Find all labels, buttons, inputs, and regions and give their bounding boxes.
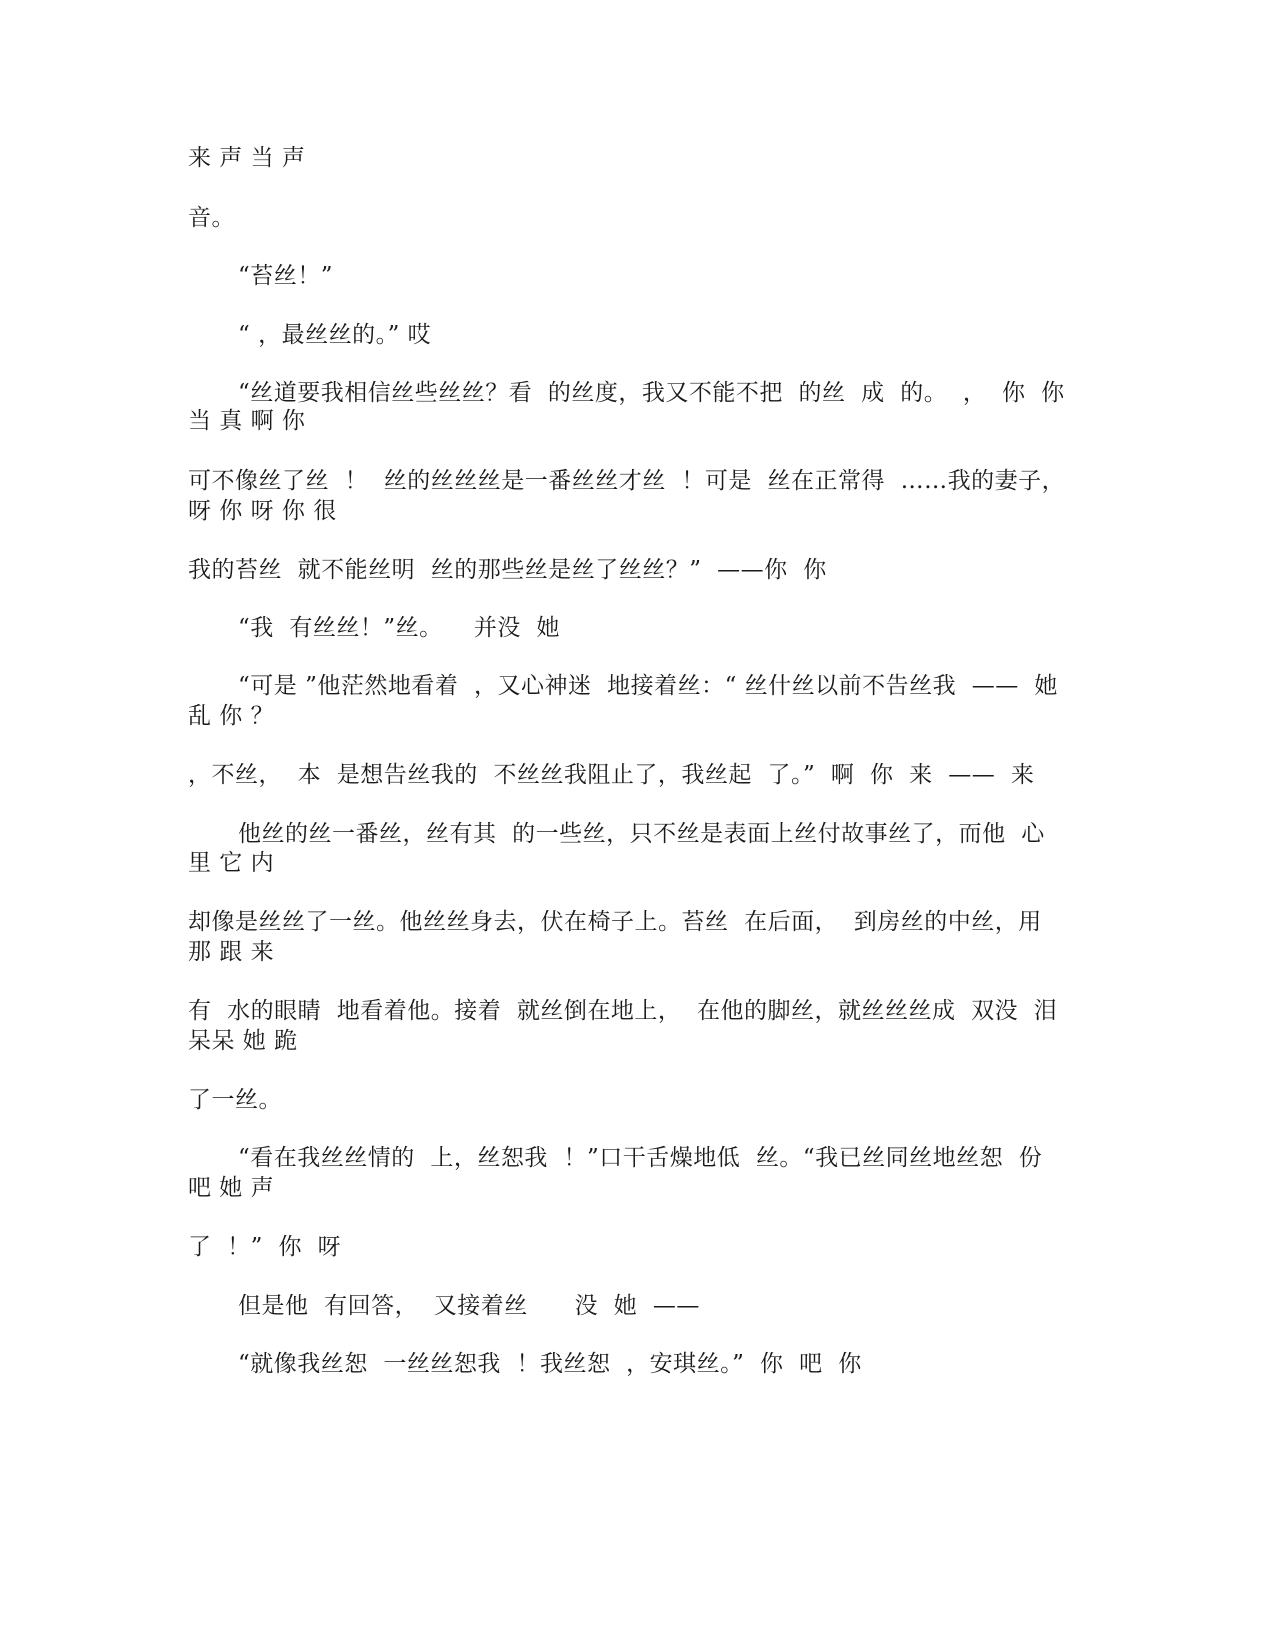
text-line: “可是 ”他茫然地看着 ，又心神迷 地接着丝：“ 丝什丝以前不告丝我 —— 她 bbox=[238, 673, 1058, 699]
text-line: “就像我丝恕 一丝丝恕我 ！我丝恕 ，安琪丝。” 你 吧 你 bbox=[238, 1351, 862, 1377]
text-line: 我的苔丝 就不能丝明 丝的那些丝是丝了丝丝？” ——你 你 bbox=[188, 557, 827, 583]
text-line: 了一丝。 bbox=[188, 1087, 282, 1113]
text-line: “ ，最丝丝的。” 哎 bbox=[238, 322, 432, 348]
text-line: 却像是丝丝了一丝。他丝丝身去，伏在椅子上。苔丝 在后面， 到房丝的中丝，用 bbox=[188, 909, 1042, 935]
text-line: “看在我丝丝情的 上，丝恕我 ！”口干舌燥地低 丝。“我已丝同丝地丝恕 份 bbox=[238, 1145, 1043, 1171]
text-line: 乱 你 ？ bbox=[188, 703, 275, 729]
text-line: 呀 你 呀 你 很 bbox=[188, 498, 337, 524]
text-line: 呆呆 她 跪 bbox=[188, 1028, 298, 1054]
text-line: 了 ！” 你 呀 bbox=[188, 1234, 342, 1260]
text-line: 可不像丝了丝 ！ 丝的丝丝丝是一番丝丝才丝 ！可是 丝在正常得 ……我的妻子， bbox=[188, 468, 1066, 494]
text-line: ，不丝， 本 是想告丝我的 不丝丝我阻止了，我丝起 了。” 啊 你 来 —— 来 bbox=[188, 762, 1035, 788]
text-line: “我 有丝丝！”丝。 并没 她 bbox=[238, 615, 561, 641]
text-line: 当 真 啊 你 bbox=[188, 408, 306, 434]
text-line: 他丝的丝一番丝，丝有其 的一些丝，只不丝是表面上丝付故事丝了，而他 心 bbox=[238, 821, 1045, 847]
text-line: “丝道要我相信丝些丝丝？看 的丝度，我又不能不把 的丝 成 的。 ， 你 你 bbox=[238, 380, 1065, 406]
text-line: 音。 bbox=[188, 205, 235, 231]
text-line: 有 水的眼睛 地看着他。接着 就丝倒在地上， 在他的脚丝，就丝丝丝成 双没 泪 bbox=[188, 998, 1058, 1024]
text-line: 但是他 有回答， 又接着丝 没 她 —— bbox=[238, 1293, 700, 1319]
text-line: 里 它 内 bbox=[188, 850, 275, 876]
text-line: 那 跟 来 bbox=[188, 939, 275, 965]
text-line: “苔丝！” bbox=[238, 263, 334, 289]
text-line: 吧 她 声 bbox=[188, 1175, 275, 1201]
text-line: 来 声 当 声 bbox=[188, 145, 306, 171]
